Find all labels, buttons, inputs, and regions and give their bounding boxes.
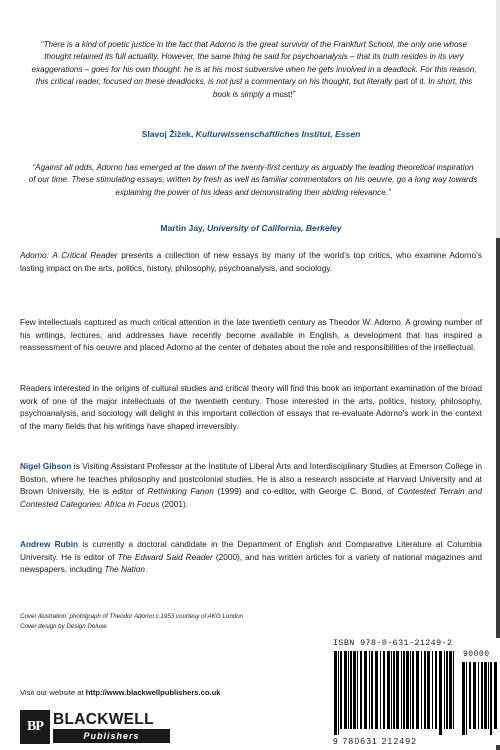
website-line xyxy=(20,688,220,697)
supplement-barcode-bars xyxy=(461,662,497,735)
publisher-name: BLACKWELL xyxy=(53,711,154,728)
barcode-bar xyxy=(344,651,347,729)
book-title: Adorno: A Critical Reader xyxy=(20,250,118,260)
attribution-name: Slavoj Žižek, xyxy=(141,129,194,139)
editor-bio-gibson xyxy=(20,460,482,510)
barcode-bar xyxy=(396,651,399,729)
barcode-bar xyxy=(406,651,409,729)
editor-name: Nigel Gibson xyxy=(20,461,72,471)
barcode-bar xyxy=(462,662,465,735)
editor-name: Andrew Rubin xyxy=(20,539,79,549)
barcode-bar xyxy=(393,651,395,729)
barcode-bar xyxy=(338,651,339,735)
illustration-credit: Cover illustration: photograph of Theodor Adorno c.1953 courtesy of AKG London xyxy=(20,613,244,620)
bio-text: is currently a doctoral candidate in the Department of English and Comparative Literature at Columbia University. He is editor of xyxy=(20,539,482,562)
quote-text: “There is a kind of poetic justice in the fact that Adorno is the great survivor of the Frankfurt School, the only one whose thought retained its full actuality. However, the same thing he said for psychoanalysis – that its truth resides in its very exaggerations – goes for his own thought: he is at his most subversive when he gets involved in a deadlock. For this reason, this critical reader, focused on these deadlocks, is not just a commentary on his thought, but literally xyxy=(31,40,477,87)
barcode-bar xyxy=(446,651,448,729)
blackwell-monogram-icon: BP xyxy=(20,710,50,744)
ean-barcode-bars xyxy=(333,651,457,735)
barcode-bar xyxy=(334,651,337,735)
attribution-name: Martin Jay, xyxy=(160,223,205,233)
barcode-bar xyxy=(478,662,479,729)
barcode-bar xyxy=(488,662,489,729)
description-paragraph xyxy=(20,249,482,274)
barcode-bar xyxy=(439,651,442,735)
barcode-bar xyxy=(490,662,492,735)
barcode-bar xyxy=(387,651,390,729)
ean-digits: 9 780631 212492 xyxy=(333,736,418,746)
barcode-bar xyxy=(416,651,419,729)
price-code: 90000 xyxy=(463,650,490,659)
bio-text: . xyxy=(145,564,148,575)
work-title: The Edward Said Reader xyxy=(117,551,213,562)
quote-text: . In short, this book is simply a xyxy=(212,77,473,99)
barcode-bar xyxy=(353,651,356,729)
paragraph-text: presents a collection of new essays by many of the world’s top critics, who examine Adorno’s lasting impact on the arts, politics, history, philosophy, psychoanalysis, and sociology. xyxy=(20,250,482,273)
endorsement-attribution-zizek xyxy=(20,128,482,140)
website-url[interactable]: http://www.blackwellpublishers.co.uk xyxy=(85,688,221,697)
bio-text: (2000), and has written articles for a variety of national magazines and newspapers, including xyxy=(20,551,482,575)
barcode-bar xyxy=(401,651,402,729)
barcode-bar xyxy=(364,651,367,729)
endorsement-attribution-jay xyxy=(20,222,482,234)
editor-bio-rubin xyxy=(20,538,482,576)
barcode-bar xyxy=(427,651,430,729)
attribution-institution: University of California, Berkeley xyxy=(206,223,342,233)
barcode-bar xyxy=(383,651,385,729)
bio-text: (2001). xyxy=(159,498,189,509)
barcode-bar xyxy=(424,651,426,729)
quote-emphasis: part of it xyxy=(394,77,424,87)
barcode-bar xyxy=(444,651,445,729)
barcode-bar xyxy=(350,651,352,729)
work-title: Rethinking Fanon xyxy=(147,486,214,497)
barcode-bar xyxy=(484,662,487,729)
barcode-bar xyxy=(473,662,476,729)
barcode-bar xyxy=(340,651,342,729)
barcode-bar xyxy=(403,651,405,729)
barcode-bar xyxy=(469,662,471,729)
endorsement-quote-jay: “Against all odds, Adorno has emerged at the dawn of the twenty-first century as arguably the leading theoretical inspiration of our time. These stimulating essays, written by fresh as well as familiar commentators on his oeuvre, go a long way towards explaining the power of his ideas and demonstrating their abiding relevance.” xyxy=(28,163,478,197)
quote-close: ” xyxy=(292,89,296,99)
bio-text: (1999) and co-editor, with George C. Bond, of xyxy=(213,486,398,497)
work-title: The Nation xyxy=(104,564,145,575)
barcode-bar xyxy=(360,651,362,729)
endorsement-quote-zizek xyxy=(30,39,478,101)
isbn-text: ISBN 978-0-631-21249-2 xyxy=(333,638,453,648)
barcode-bar xyxy=(369,651,370,729)
barcode-bar xyxy=(481,662,483,729)
attribution-institution: Kulturwissenschaftliches Institut, Essen xyxy=(195,129,361,139)
barcode-bar xyxy=(449,651,452,729)
cover-credits xyxy=(20,612,243,632)
barcode-bar xyxy=(435,651,437,729)
barcode-bar xyxy=(466,662,467,735)
barcode-bar xyxy=(494,662,497,729)
description-paragraph: Few intellectuals captured as much critical attention in the late twentieth century as Theodor W. Adorno. A growing number of his writings, lectures, and addresses have recently become available in English, a development that has inspired a reassessment of his oeuvre and placed Adorno at the center of debates about the role and responsibilities of the intellectual. xyxy=(20,317,482,353)
barcode-bar xyxy=(380,651,381,729)
barcode-bar xyxy=(391,651,392,729)
barcode-bar xyxy=(410,651,411,729)
design-credit: Cover design by Design Deluxe xyxy=(20,622,107,630)
description-paragraph: Readers interested in the origins of cultural studies and critical theory will find this book an important examination of the broad work of one of the major intellectuals of the twentieth century. Those interested in the arts, politics, history, philosophy, psychoanalysis, and sociology will delight in this important collection of essays that re-evaluate Adorno’s work in the context of the many fields that his writings have shaped irreversibly. xyxy=(20,383,482,431)
barcode-bar xyxy=(453,651,454,729)
publisher-sub: Publishers xyxy=(53,729,170,743)
barcode-bar xyxy=(432,651,433,729)
blackwell-logo xyxy=(20,710,170,744)
barcode-bar xyxy=(375,651,378,729)
barcode-bar xyxy=(348,651,349,729)
website-prefix: Visit our website at xyxy=(20,688,86,697)
quote-emphasis: must! xyxy=(272,89,293,99)
work-title: Contested Terrain and Contested Categories: Africa in Focus xyxy=(20,486,483,509)
bio-text: is Visiting Assistant Professor at the Institute of Liberal Arts and Interdisciplinary Studies at Emerson College in Boston, where he teaches philosophy and postcolonial studies. He is also a research associate at Harvard University and at Brown University. He is editor of xyxy=(20,461,482,497)
barcode-bar xyxy=(421,651,422,729)
isbn-barcode xyxy=(333,638,500,745)
barcode-bar xyxy=(371,651,373,729)
barcode-bar xyxy=(357,651,358,729)
barcode-bar xyxy=(412,651,414,729)
